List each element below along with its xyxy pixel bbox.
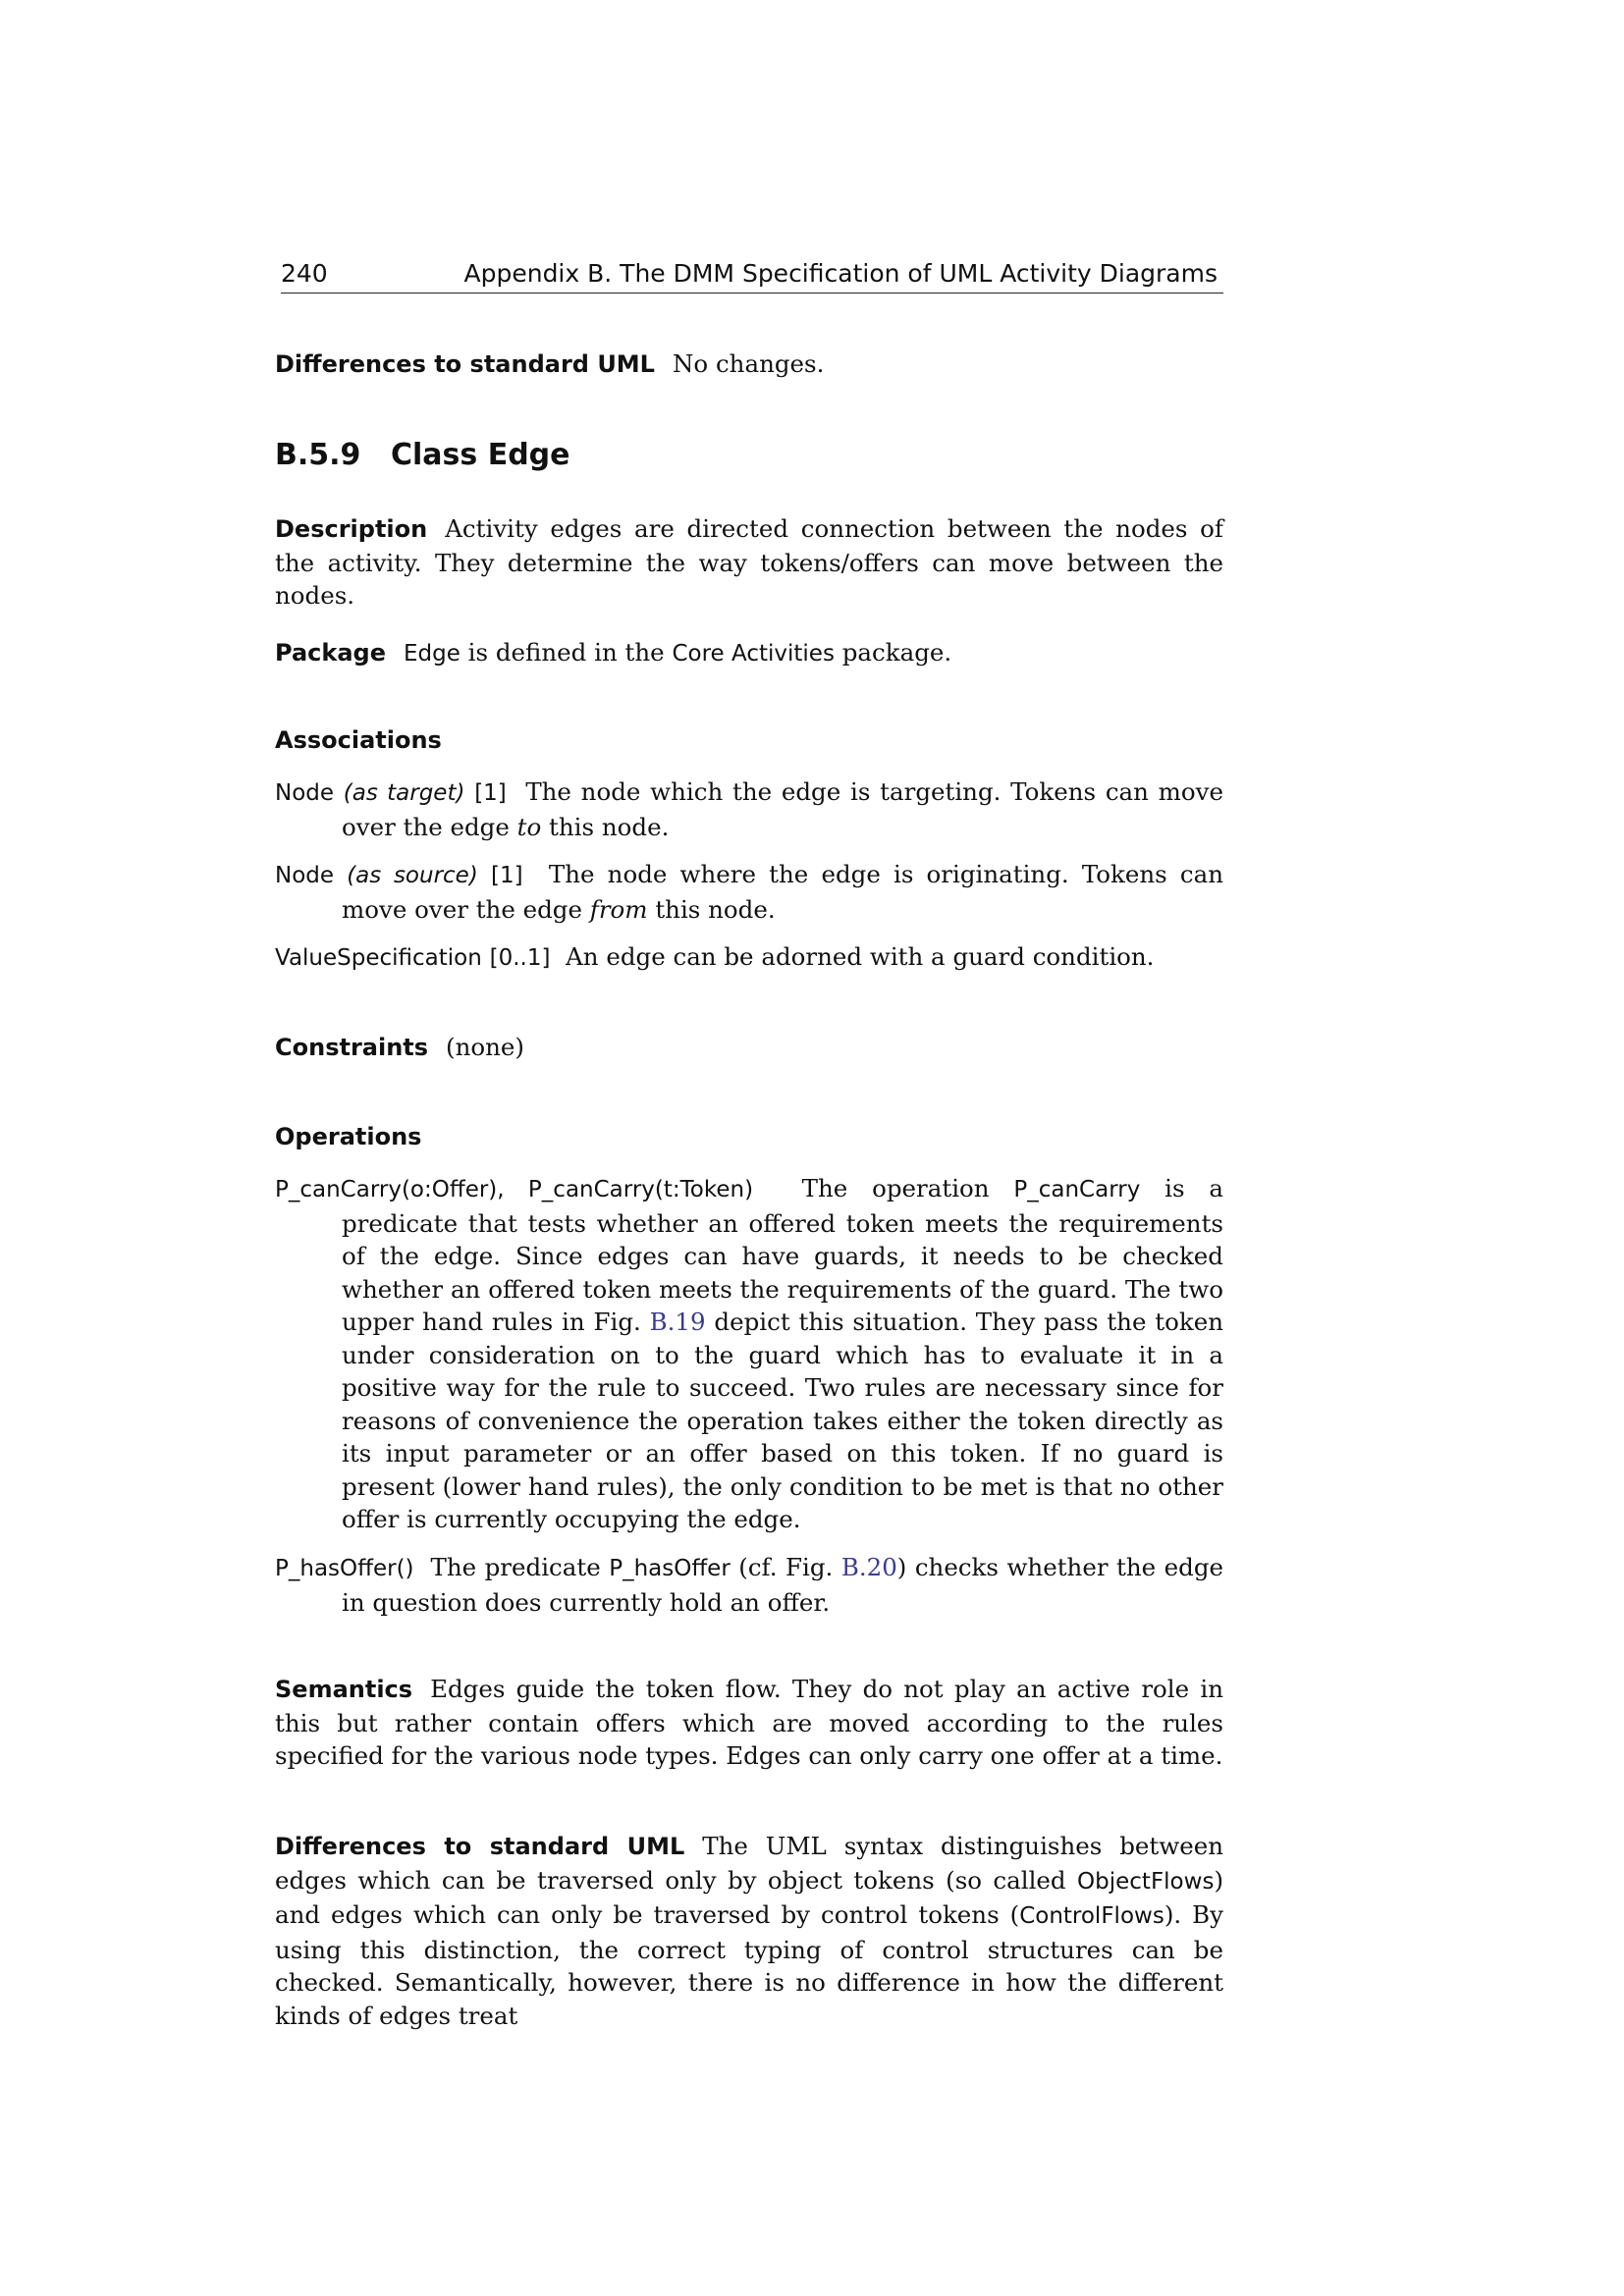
operation-item <box>275 1172 1223 1536</box>
association-role: (as target) <box>343 780 465 806</box>
associations-heading: Associations <box>275 726 442 754</box>
package-text: is defined in the <box>460 638 673 667</box>
association-multiplicity: [1] <box>474 780 507 806</box>
figure-reference-link[interactable]: B.19 <box>649 1308 706 1336</box>
association-role: (as source) <box>347 863 478 888</box>
package-label: Package <box>275 639 386 667</box>
control-flows-term: ControlFlows <box>1019 1903 1164 1929</box>
differences-previous-paragraph <box>275 347 1223 382</box>
association-multiplicity: [0..1] <box>489 945 551 971</box>
association-text: The node which the edge is targeting. Tokens can move over the edge <box>342 777 1224 841</box>
operation-text: The operation <box>801 1174 1014 1202</box>
operation-signature: P_hasOffer() <box>275 1556 414 1581</box>
differences-paragraph <box>275 1830 1223 2032</box>
operation-item <box>275 1551 1223 1619</box>
differences-text: ) and edges which can only be traversed by control tokens ( <box>275 1865 1223 1929</box>
section-title: Class Edge <box>391 438 570 472</box>
operation-signature: P_canCarry(o:Offer), P_canCarry(t:Token) <box>275 1177 754 1202</box>
package-paragraph <box>275 636 1223 671</box>
differences-text: No changes. <box>672 349 825 378</box>
operation-text: ) checks whether the edge in question does currently hold an offer. <box>342 1553 1224 1617</box>
operation-text: depict this situation. They pass the token under consideration on to the guard which has to evaluate it in a positive way for the rule to succeed. Two rules are necessary since for reasons of convenience the operation takes either the token directly as its input parameter or an offer based on this token. If no guard is present (lower hand rules), the only condition to be met is that no other offer is currently occupying the edge. <box>342 1308 1223 1533</box>
association-type: Node <box>275 780 335 806</box>
association-type: Node <box>275 863 335 888</box>
semantics-paragraph <box>275 1673 1223 1773</box>
package-name: Core Activities <box>672 641 835 667</box>
association-multiplicity: [1] <box>490 863 523 888</box>
object-flows-term: ObjectFlows <box>1077 1868 1215 1895</box>
association-text: An edge can be adorned with a guard condition. <box>566 942 1155 971</box>
section-heading <box>275 438 570 472</box>
running-header <box>281 257 1223 294</box>
constraints-paragraph <box>275 1031 1223 1065</box>
constraints-label: Constraints <box>275 1034 429 1061</box>
operation-text: (cf. Fig. <box>730 1553 841 1581</box>
running-title: Appendix B. The DMM Specification of UML Activity Diagrams <box>463 259 1218 288</box>
package-text-end: package. <box>834 638 952 667</box>
differences-label: Differences to standard UML <box>275 350 655 378</box>
semantics-text: Edges guide the token flow. They do not play an active role in this but rather contain offers which are moved according to the rules specified for the various node types. Edges can only carry one offer at a time. <box>275 1675 1223 1770</box>
semantics-label: Semantics <box>275 1676 413 1703</box>
association-emphasis: to <box>516 812 542 841</box>
differences-label: Differences to standard UML <box>275 1833 685 1860</box>
section-number: B.5.9 <box>275 438 361 472</box>
description-paragraph <box>275 512 1223 613</box>
differences-text: The UML syntax distinguishes between edges which can be traversed only by object tokens (so called <box>275 1832 1223 1895</box>
description-text: Activity edges are directed connection between the nodes of the activity. They determine the way tokens/offers can move between the nodes. <box>275 514 1223 610</box>
operation-text: is a predicate that tests whether an offered token meets the requirements of the edge. Since edges can have guards, it needs to be checked whether an offered token meets the requirements of the guard. The two upper hand rules in Fig. <box>342 1174 1223 1336</box>
description-label: Description <box>275 515 428 543</box>
package-class-name: Edge <box>403 641 460 667</box>
association-type: ValueSpecification <box>275 945 482 971</box>
association-text-end: this node. <box>541 812 670 841</box>
operation-name: P_hasOffer <box>609 1556 731 1581</box>
operations-heading: Operations <box>275 1123 422 1150</box>
differences-text: ). By using this distinction, the correct typing of control structures can be checked. Semantically, however, there is no difference in how the different kinds of edges treat <box>275 1900 1223 2030</box>
association-item <box>275 775 1223 843</box>
page-number: 240 <box>281 259 328 288</box>
association-item <box>275 940 1223 976</box>
constraints-text: (none) <box>446 1033 524 1061</box>
association-text-end: this node. <box>647 894 776 924</box>
operation-text: The predicate <box>430 1553 610 1581</box>
association-emphasis: from <box>589 894 648 924</box>
association-item <box>275 858 1223 926</box>
association-text: The node where the edge is originating. Tokens can move over the edge <box>342 860 1223 924</box>
operation-name: P_canCarry <box>1013 1177 1141 1202</box>
figure-reference-link[interactable]: B.20 <box>840 1553 897 1581</box>
